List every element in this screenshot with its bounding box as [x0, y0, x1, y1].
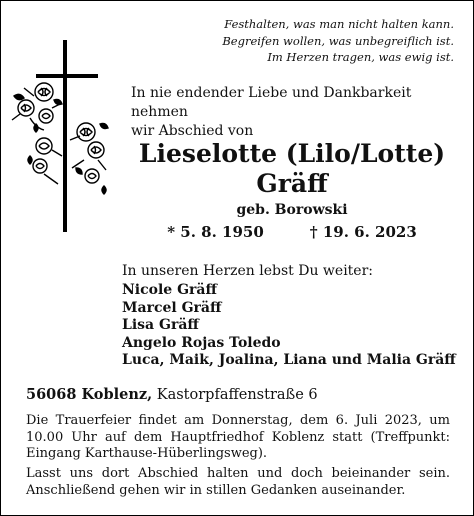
intro-line: In nie endender Liebe und Dankbarkeit nehmen [131, 85, 412, 120]
address-city: 56068 Koblenz, [26, 386, 153, 403]
poem-line: Festhalten, was man nicht halten kann. [224, 17, 454, 31]
rose-icon [28, 123, 108, 194]
cross-icon [63, 40, 67, 232]
intro-line: wir Abschied von [131, 123, 254, 139]
poem-line: Begreifen wollen, was unbegreiflich ist. [222, 33, 454, 48]
mourners-list [122, 282, 456, 370]
mourner-name: Nicole Gräff [122, 282, 217, 298]
intro-text [131, 84, 461, 141]
address-street: Kastorpfaffenstraße 6 [156, 387, 318, 403]
poem-line: Im Herzen tragen, was ewig ist. [267, 50, 454, 64]
family-address [26, 385, 318, 405]
life-dates [110, 222, 474, 242]
rose-icon [12, 83, 62, 132]
farewell-text: Lasst uns dort Abschied halten und doch beieinander sein. Anschließend gehen wir in stillen Gedanken auseinander. [26, 466, 450, 498]
deceased-name: Lieselotte (Lilo/Lotte) [138, 139, 446, 168]
mourner-name: Angelo Rojas Toledo [122, 334, 281, 351]
deceased-surname: Gräff [256, 169, 328, 198]
birth-date: * 5. 8. 1950 [167, 223, 264, 241]
mourner-name: Lisa Gräff [122, 317, 199, 333]
mourner-name: Luca, Maik, Joalina, Liana und Malia Gräff [122, 352, 456, 368]
funeral-details: Die Trauerfeier findet am Donnerstag, dem 6. Juli 2023, um 10.00 Uhr auf dem Hauptfriedhof Koblenz statt (Treffpunkt: Eingang Karthause-Hüberlingsweg). [26, 413, 450, 461]
mourner-name: Marcel Gräff [122, 299, 222, 316]
cross-with-roses-icon [0, 0, 120, 240]
death-date: † 19. 6. 2023 [309, 223, 417, 241]
birth-name: geb. Borowski [236, 202, 348, 218]
poem [174, 16, 454, 66]
mourners-intro: In unseren Herzen lebst Du weiter: [122, 263, 374, 279]
